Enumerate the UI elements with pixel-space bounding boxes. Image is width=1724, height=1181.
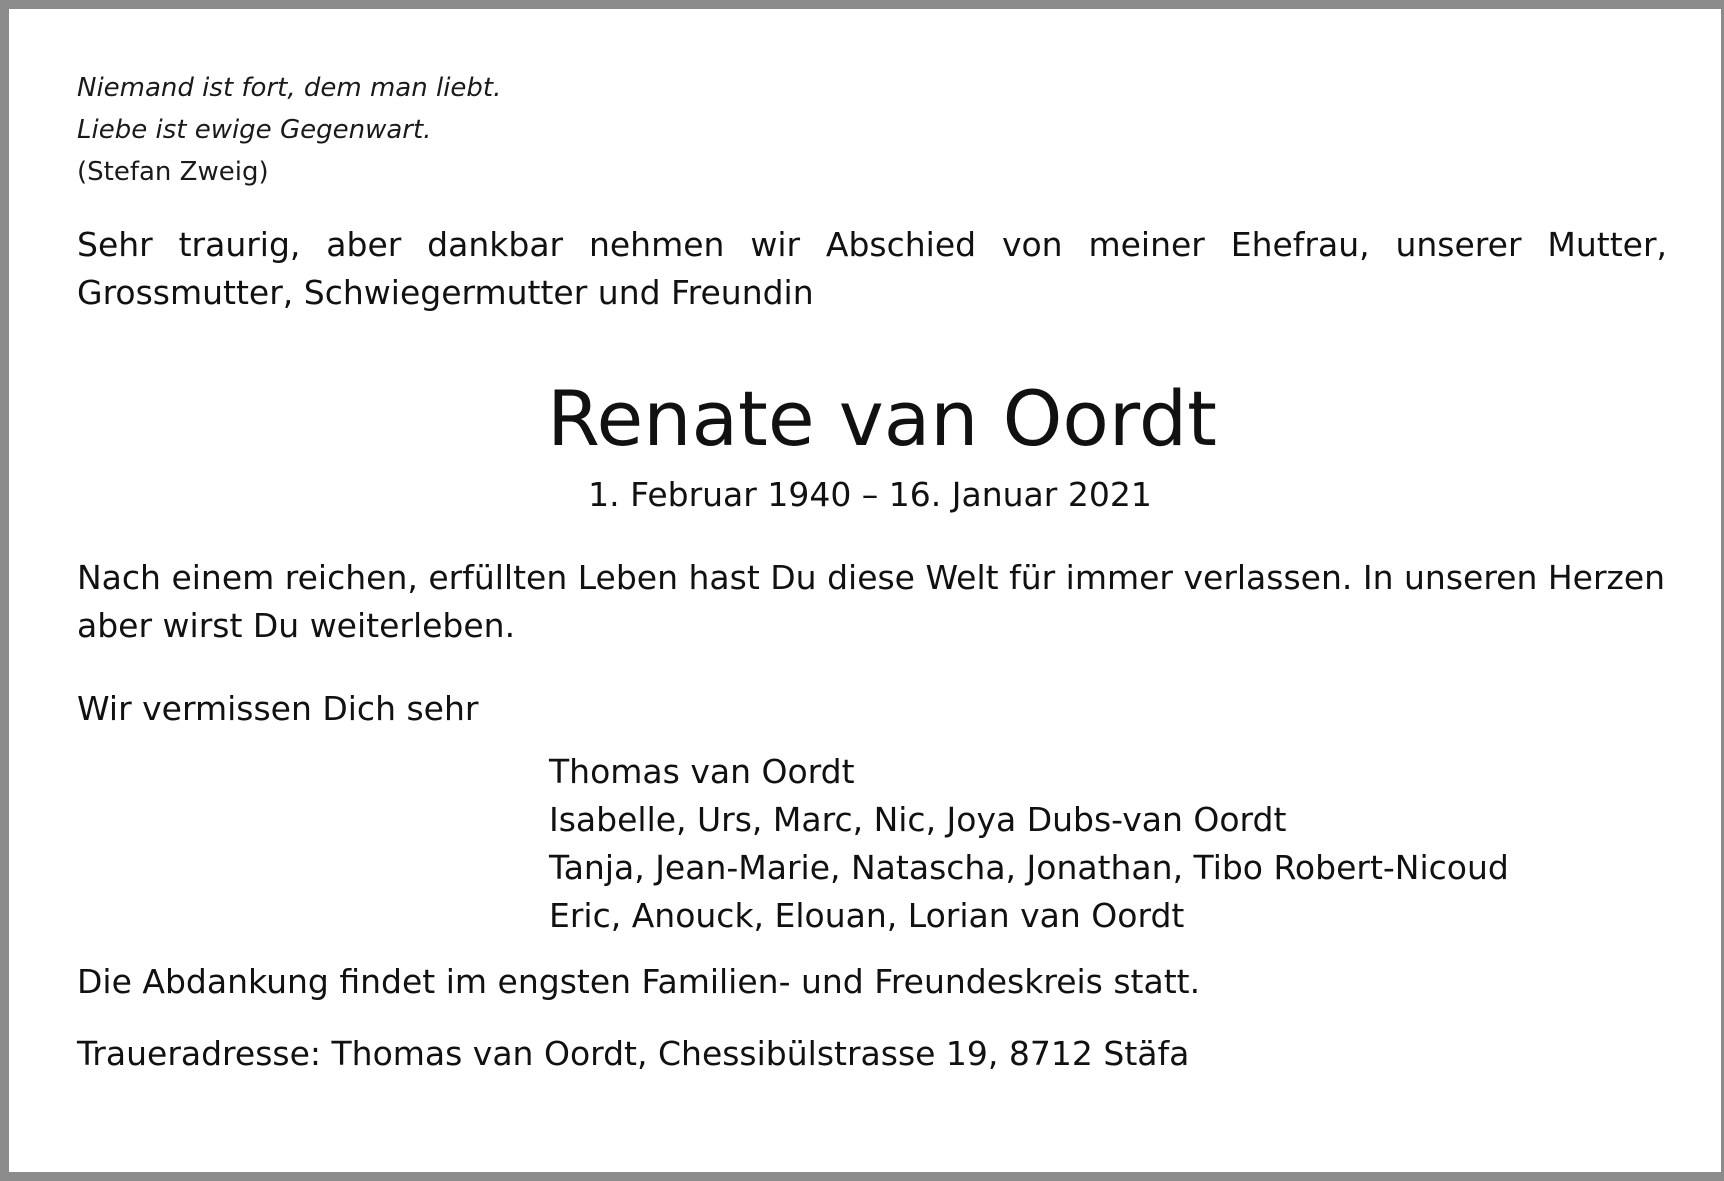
obituary-notice [77,67,1667,1078]
service-text: Die Abdankung findet im engsten Familien- und Freundeskreis statt. [77,962,1201,1001]
mourner-line: Tanja, Jean-Marie, Natascha, Jonathan, Tibo Robert-Nicoud [549,848,1509,887]
deceased-name: Renate van Oordt [547,374,1217,463]
farewell-text: Nach einem reichen, erfüllten Leben hast Du diese Welt für immer verlassen. In unseren Herzen aber wirst Du weiterleben. [77,558,1666,645]
mourners-list [549,748,1667,940]
motto-source: (Stefan Zweig) [77,157,269,187]
mourner-line: Isabelle, Urs, Marc, Nic, Joya Dubs-van Oordt [549,800,1287,839]
mourner-line: Eric, Anouck, Elouan, Lorian van Oordt [549,896,1185,935]
mourner-line: Thomas van Oordt [549,752,855,791]
motto-line: Niemand ist fort, dem man liebt. [77,73,502,103]
miss-text: Wir vermissen Dich sehr [77,689,479,728]
motto-quote [77,67,1667,193]
motto-line: Liebe ist ewige Gegenwart. [77,115,432,145]
mourning-address: Traueradresse: Thomas van Oordt, Chessibülstrasse 19, 8712 Stäfa [77,1034,1190,1073]
life-dates: 1. Februar 1940 – 16. Januar 2021 [588,475,1152,514]
intro-text: Sehr traurig, aber dankbar nehmen wir Abschied von meiner Ehefrau, unserer Mutter, Grossmutter, Schwiegermutter und Freundin [77,225,1667,312]
